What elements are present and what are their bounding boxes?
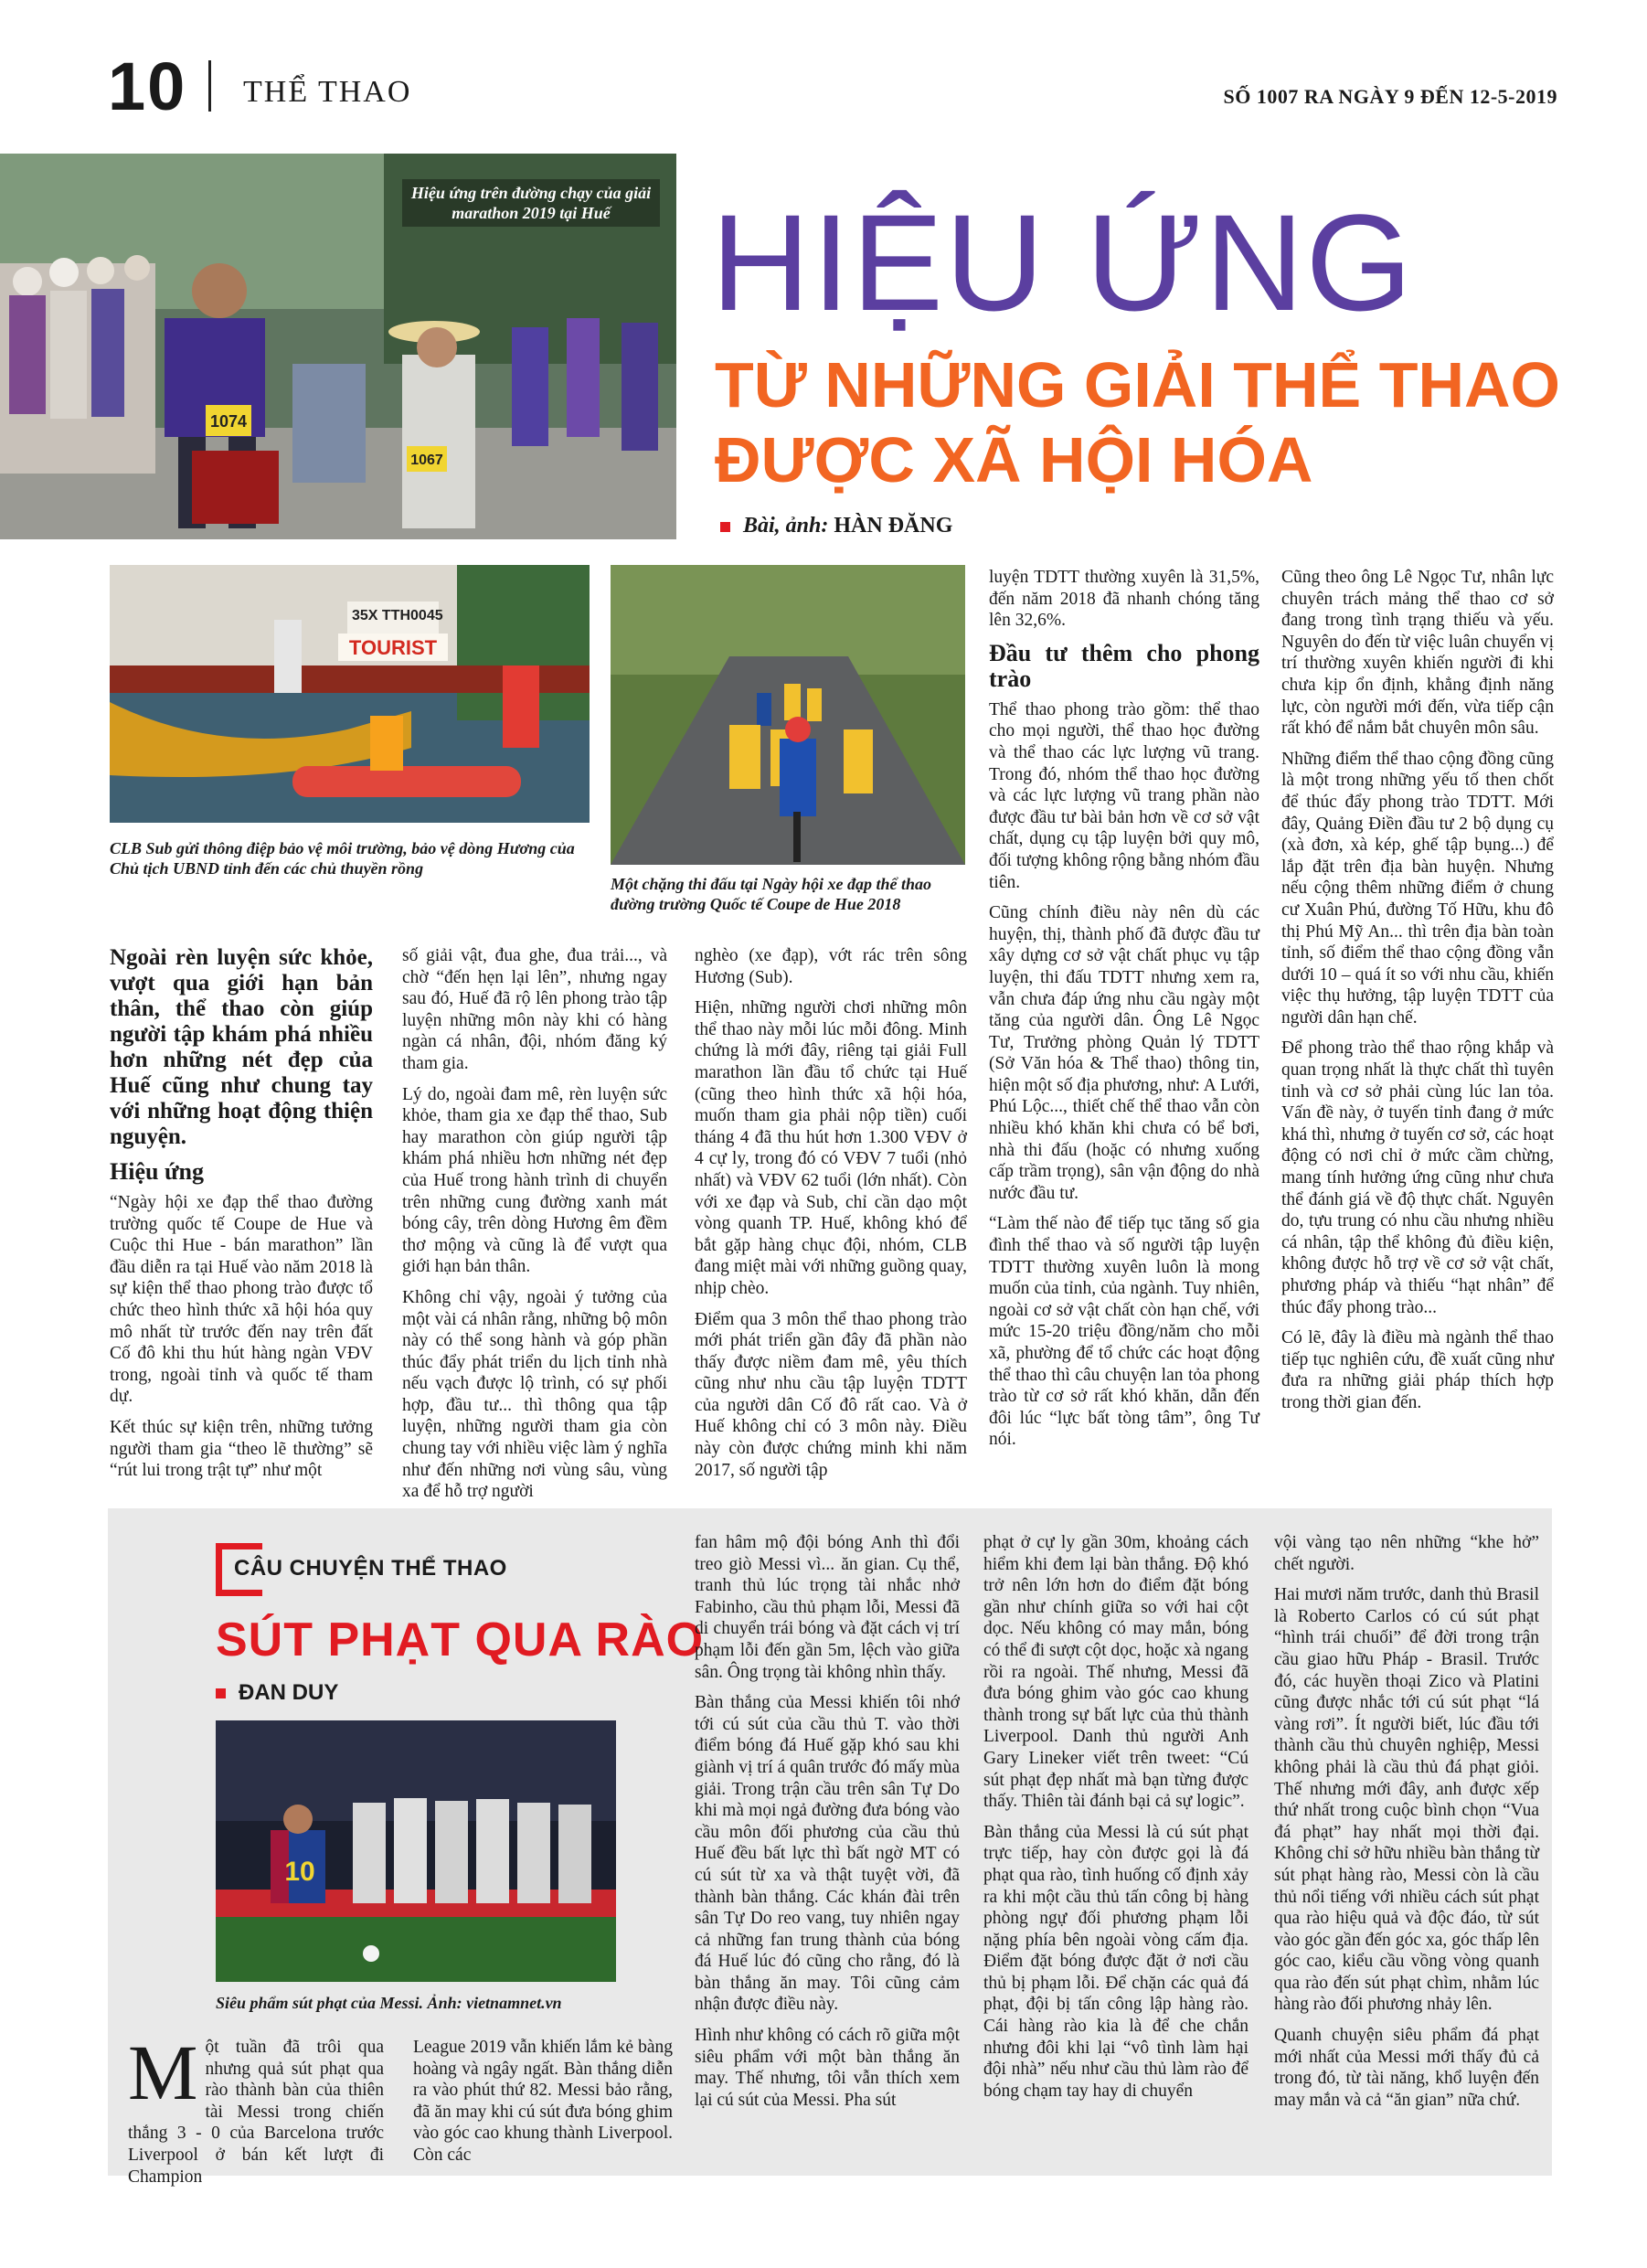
subhead-hieu-ung: Hiệu ứng (110, 1158, 205, 1185)
paragraph: Không chỉ vậy, ngoài ý tưởng của một vài cá nhân rằng, những bộ môn này có thể song hành và góp phần thúc đẩy phát triển du lịch tỉnh nhà nếu vạch được lộ trình, có sự phối hợp, đầu tư... thì thông qua tập luyện, những người tham gia còn chung tay với nhiều việc làm ý nghĩa như đến những nơi vùng sâu, vùng xa để hỗ trợ người (402, 1287, 667, 1502)
story-byline-marker (216, 1688, 226, 1698)
page-number: 10 (108, 48, 187, 124)
jersey-number: 10 (284, 1857, 315, 1887)
paragraph: Bàn thắng của Messi là cú sút phạt trực tiếp, hay còn được gọi là đá phạt qua rào, tình huống cố định xảy ra khi một cầu thủ tấn công bị hàng phòng ngự đối phương phạm lỗi nặng phía bên ngoài vòng cấm địa. Điểm đặt bóng được đặt ở nơi cầu thủ bị phạm lỗi. Để chặn các quả đá phạt, đội bị tấn công lập hàng rào. Cái hàng rào kia là để che chắn nhưng đôi khi lại “vô tình làm hại đội nhà” nếu như cầu thủ làm rào để bóng chạm tay hay di chuyển (983, 1822, 1249, 2101)
byline (720, 514, 952, 538)
paragraph: ột tuần đã trôi qua nhưng quả sút phạt qua rào thành bàn của thiên tài Messi trong chiến thắng 3 - 0 của Barcelona trước Liverpool ở bán kết lượt đi Champion (128, 2038, 384, 2187)
paragraph: số giải vật, đua ghe, đua trải..., và chờ “đến hẹn lại lên”, nhưng ngay sau đó, Huế đã rộ lên phong trào tập luyện những môn này khi có hàng ngàn cá nhân, đội, nhóm đăng ký tham gia. (402, 946, 667, 1073)
article-column-1 (110, 945, 373, 1491)
paragraph: “Ngày hội xe đạp thể thao đường trường quốc tế Coupe de Hue và Cuộc thi Hue - bán marathon” lần đầu diễn ra tại Huế vào năm 2018 là sự kiện thể thao phong trào được tổ chức theo hình thức xã hội hóa quy mô nhất từ trước đến nay trên đất Cố đô khi thu hút hàng ngàn VĐV trong, ngoài tỉnh và quốc tế tham dự. (110, 1193, 373, 1407)
paragraph: Quanh chuyện siêu phẩm đá phạt mới nhất của Messi mới thấy đủ cả trong đó, từ tài năng, khổ luyện đến may mắn và cả “ăn gian” nữa chứ. (1274, 2026, 1539, 2110)
paragraph: Có lẽ, đây là điều mà ngành thể thao tiếp tục nghiên cứu, đề xuất cũng như đưa ra những giải pháp thích hợp trong thời gian đến. (1281, 1328, 1554, 1412)
headline-main: HIỆU ỨNG (711, 186, 1415, 339)
byline-marker (720, 522, 730, 532)
paragraph: League 2019 vẫn khiến lắm kẻ bàng hoàng và ngây ngất. Bàn thắng diễn ra vào phút thứ 82. Messi bảo rằng, đã ăn may khi cú sút đưa bóng ghim vào góc cao khung thành Liverpool. Còn các (413, 2038, 673, 2165)
paragraph: Để phong trào thể thao rộng khắp và quan trọng nhất là thực chất thì tuyên tinh và cơ sở phải cùng lúc lan tỏa. Vấn đề này, ở tuyến tỉnh đang ở mức khá thì, nhưng ở tuyến cơ sở, các hoạt động có nơi chỉ ở mức cầm chừng, mang tính hưởng ứng cũng như chưa thể đánh giá về độ thực chất. Nguyên do, tựu trung có nhu cầu nhưng nhiều cá nhân, tập thể không đủ điều kiện, không được hỗ trợ về cơ sở vật chất, phương pháp và thiếu “hạt nhân” để thúc đẩy phong trào... (1281, 1038, 1554, 1317)
sub-plate: 35X TTH0045 (352, 608, 443, 623)
paragraph: nghèo (xe đạp), vớt rác trên sông Hương (Sub). (695, 946, 967, 987)
header-divider (208, 60, 211, 112)
issue-info: SỐ 1007 RA NGÀY 9 ĐẾN 12-5-2019 (1223, 85, 1557, 108)
bib-1: 1074 (209, 412, 248, 431)
paragraph: vội vàng tạo nên những “khe hở” chết người. (1274, 1533, 1539, 1574)
dropcap: M (128, 2028, 198, 2116)
paragraph: Lý do, ngoài đam mê, rèn luyện sức khỏe, tham gia xe đạp thể thao, Sub hay marathon còn giúp người tập khám phá nhiều hơn những nét đẹp của Huế trong hành trình di chuyển trên những cung đường xanh mát bóng cây, trên dòng Hương êm đềm thơ mộng và cũng là để vượt qua giới hạn bản thân. (402, 1084, 667, 1277)
bike-photo (611, 565, 965, 865)
paragraph: Hai mươi năm trước, danh thủ Brasil là Roberto Carlos có cú sút phạt “hình trái chuối” để đời trong trận cầu giao hữu Pháp - Brasil. Trước đó, các huyền thoại Zico và Platini cũng được nhắc tới cú sút phạt “lá vàng rơi”. Ít người biết, lúc đầu tới thành cầu thủ chuyên nghiệp, Messi không phải là cầu thủ đá phạt giỏi. Thế nhưng mới đây, anh được xếp thứ nhất trong cuộc bình chọn “Vua đá phạt” hay nhất mọi thời đại. Không chỉ sở hữu nhiều bàn thắng từ sút phạt hàng rào, Messi còn là cầu thủ nổi tiếng với nhiều cách sút phạt qua rào hiệu quả và độc đáo, từ sút vào góc gần đến góc xa, góc thấp lên góc cao, kiểu cầu vồng vòng quanh qua rào đến sút phạt chìm, nhằm lúc hàng rào đối phương nhảy lên. (1274, 1585, 1539, 2015)
paragraph: “Làm thế nào để tiếp tục tăng số gia đình thể thao và số người tập luyện TDTT thường xuyên luôn là mong muốn của tỉnh, của ngành. Tuy nhiên, ngoài cơ sở vật chất còn hạn chế, với mức 15-20 triệu đồng/năm cho mỗi xã, phường để tổ chức các hoạt động thể thao thì câu chuyện lan tỏa phong trào từ cơ sở rất khó khăn, dẫn đến đôi lúc “lực bất tòng tâm”, ông Tư nói. (989, 1214, 1259, 1450)
headline-sub: TỪ NHỮNG GIẢI THỂ THAO ĐƯỢC XÃ HỘI HÓA (715, 349, 1561, 495)
paragraph: Hình như không có cách rõ giữa một siêu phẩm với một bàn thắng ăn may. Thế nhưng, tôi vẫn thích xem lại cú sút của Messi. Pha sút (695, 2026, 960, 2110)
story-byline (216, 1680, 338, 1706)
messi-photo-caption: Siêu phẩm sút phạt của Messi. Ảnh: vietnamnet.vn (216, 1994, 562, 2012)
paragraph: Kết thúc sự kiện trên, những tưởng người tham gia “theo lẽ thường” sẽ “rút lui trong trật tự” như một (110, 1417, 373, 1481)
article-lead: Ngoài rèn luyện sức khỏe, vượt qua giới hạn bản thân, thể thao còn giúp người tập khám phá nhiều hơn những nét đẹp của Huế cũng như chung tay với những hoạt động thiện nguyện. (110, 945, 373, 1149)
byline-author: HÀN ĐĂNG (834, 514, 953, 538)
paragraph: Hiện, những người chơi những môn thể thao này mỗi lúc mỗi đông. Minh chứng là mới đây, riêng tại giải Full marathon lần đầu tổ chức tại Huế (cũng theo hình thức xã hội hóa, muốn tham gia phải nộp tiền) cuối tháng 4 đã thu hút hơn 1.300 VĐV ở 4 cự ly, trong đó có VĐV 7 tuổi (nhỏ nhất) và VĐV 62 tuổi (lớn nhất). Còn với xe đạp và Sub, chỉ cần dạo một vòng quanh TP. Huế, không khó để bắt gặp hàng chục đội, nhóm, CLB đang miệt mài với những guồng quay, nhịp chèo. (695, 998, 967, 1298)
story-author: ĐAN DUY (239, 1680, 339, 1705)
hero-photo (0, 154, 676, 539)
bike-photo-caption: Một chặng thi đấu tại Ngày hội xe đạp thể thao đường trường Quốc tế Coupe de Hue 2018 (611, 875, 932, 913)
section-title: THỂ THAO (243, 75, 412, 109)
paragraph: Cũng chính điều này nên dù các huyện, thị, thành phố đã được đầu tư xây dựng cơ sở vật chất phục vụ tập luyện, thi đấu TDTT nhưng xem ra, vẫn chưa đáp ứng nhu cầu ngày một tăng của người dân. Ông Lê Ngọc Tư, Trưởng phòng Quản lý TDTT (Sở Văn hóa & Thể thao) thông tin, hiện một số địa phương, như: A Lưới, Phú Lộc..., thiết chế thể thao vẫn còn nhiều khó khăn khi chưa có bể bơi, nhà thi đấu (hoặc có nhưng xuống cấp trầm trọng), sân vận động do nhà nước đầu tư. (989, 903, 1259, 1203)
paragraph: Cũng theo ông Lê Ngọc Tư, nhân lực chuyên trách mảng thể thao cơ sở đang trong tình trạng thiếu và yếu. Nguyên do đến từ việc luân chuyển vị trí thường xuyên khiến người đi khi chưa kịp ổn định, khẳng định năng lực, còn người mới đến, vừa tiếp cận rất khó để nắm bắt chuyên môn sâu. (1281, 568, 1554, 739)
byline-label: Bài, ảnh: (743, 514, 829, 538)
paragraph: Những điểm thể thao cộng đồng cũng là một trong những yếu tố then chốt để thúc đẩy phong trào TDTT. Mới đây, Quảng Điền đầu tư 2 bộ dụng cụ (xà đơn, xà kép, ghế tập bụng...) để lắp đặt trên địa bàn huyện. Nhưng nếu cộng thêm những điểm ở chung cư Xuân Phú, đường Tố Hữu, khu đô thị Phú Mỹ An... thì trên địa bàn toàn tỉnh, số điểm thể thao cộng đồng vẫn dưới 10 – quá ít so với nhu cầu, khiến việc thụ hưởng, tập luyện TDTT của người dân hạn chế. (1281, 749, 1554, 1028)
sub-photo (110, 565, 590, 823)
story-title: SÚT PHẠT QUA RÀO (216, 1613, 705, 1666)
paragraph: Điểm qua 3 môn thể thao phong trào mới phát triển gần đây đã phần nào thấy được niềm đam mê, yêu thích cũng như nhu cầu tập luyện TDTT của người dân Cố đô rất cao. Và ở Huế không chỉ có 3 môn này. Điều này còn được chứng minh khi năm 2017, số người tập (695, 1309, 967, 1480)
paragraph: Bàn thắng của Messi khiến tôi nhớ tới cú sút của cầu thủ T. vào thời điểm bóng đá Huế gặp khó sau khi giành vị trí á quân trước đó mấy mùa giải. Trong trận cầu trên sân Tự Do khi mà mọi ngả đường đưa bóng vào cầu môn đối phương của cầu thủ Huế đều bất lực thì bất ngờ MT có cú sút từ xa và thật tuyệt vời, đã thành bàn thắng. Các khán đài trên sân Tự Do reo vang, tuy nhiên ngay cả những fan trung thành của bóng đá Huế lúc đó cũng cho rằng, đó là bàn thắng ăn may. Tôi cũng cảm nhận được điều này. (695, 1693, 960, 2015)
paragraph: luyện TDTT thường xuyên là 31,5%, đến năm 2018 đã nhanh chóng tăng lên 32,6%. (989, 568, 1259, 631)
article-column-2 (402, 945, 667, 1512)
sub-sign: TOURIST (348, 636, 438, 659)
story-column-1 (128, 2028, 384, 2197)
story-column-5 (1274, 1532, 1539, 2120)
story-column-4 (983, 1532, 1249, 2111)
article-column-5 (1281, 567, 1554, 1423)
bib-2: 1067 (410, 453, 443, 468)
sub-photo-caption: CLB Sub gửi thông điệp bảo vệ môi trường, bảo vệ dòng Hương của Chủ tịch UBND tỉnh đến các chủ thuyền rồng (110, 839, 575, 878)
article-column-3 (695, 945, 967, 1490)
story-column-3 (695, 1532, 960, 2120)
messi-photo (216, 1720, 616, 1982)
subhead-dau-tu: Đầu tư thêm cho phong trào (989, 639, 1259, 692)
paragraph: phạt ở cự ly gần 30m, khoảng cách hiểm khi đem lại bàn thắng. Độ khó trở nên lớn hơn do điểm đặt bóng gần như chính giữa so với hai cột dọc. Nếu không có may mắn, bóng có thể đi sượt cột dọc, hoặc xà ngang rồi ra ngoài. Thế nhưng, Messi đã đưa bóng ghim vào góc cao khung thành trong sự bất lực của thủ thành Liverpool. Danh thủ người Anh Gary Lineker viết trên tweet: “Cú sút phạt đẹp nhất mà bạn từng được thấy. Thiên tài đánh bại cả sự logic”. (983, 1533, 1249, 1812)
hero-photo-caption: Hiệu ứng trên đường chạy của giải marathon 2019 tại Huế (402, 179, 660, 227)
paragraph: Thể thao phong trào gồm: thể thao cho mọi người, thể thao học đường và thể thao các lực lượng vũ trang. Trong đó, nhóm thể thao học đường và các lực lượng vũ trang phần nào được đầu tư bài bản hơn về cơ sở vật chất, dụng cụ tập luyện bởi quy mô, đối tượng không rộng bằng nhóm đầu tiên. (989, 699, 1259, 892)
story-column-2 (413, 2037, 673, 2176)
article-column-4 (989, 567, 1259, 1460)
paragraph: fan hâm mộ đội bóng Anh thì đổi treo giò Messi vì... ăn gian. Cụ thể, tranh thủ lúc trọng tài nhắc nhở Fabinho, cầu thủ phạm lỗi, Messi đã di chuyển trái bóng và đặt cách vị trí phạm lỗi đến gần 5m, lệch vào giữa sân. Ông trọng tài không nhìn thấy. (695, 1533, 960, 1682)
story-kicker: CÂU CHUYỆN THỂ THAO (234, 1556, 507, 1581)
